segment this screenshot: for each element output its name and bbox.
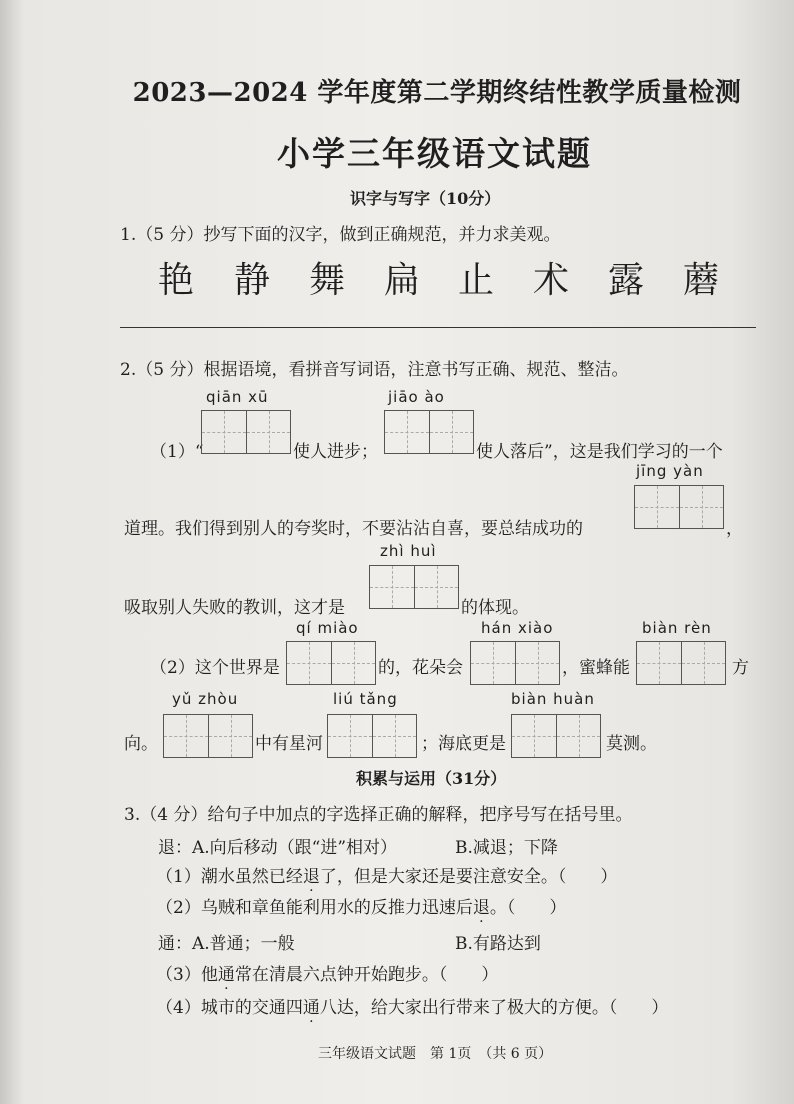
q3-s2: [156, 893, 566, 918]
q3-s3: [156, 960, 498, 985]
pinyin-yuzhou: yǔ zhòu: [172, 690, 239, 708]
answer-box-bianren[interactable]: [636, 641, 726, 685]
answer-box-qimiao[interactable]: [286, 641, 376, 685]
q1-char-6: 术: [533, 260, 570, 301]
q3-s3-a: （3）他: [156, 965, 218, 985]
q3-s3-b: 常在清晨六点钟开始跑步。（ ）: [234, 965, 499, 985]
pinyin-zhihui: zhì huì: [380, 542, 437, 560]
tui-definition-a: 退：A.向后移动（跟“进”相对）: [158, 838, 398, 858]
q2-line5-b: 中有星河: [255, 734, 323, 754]
q3-s1-b: 了，但是大家还是要注意安全。（ ）: [319, 867, 618, 887]
tui-definition-b: B.减退；下降: [455, 838, 558, 858]
q2-line1-b: 使人进步；: [293, 442, 378, 462]
q1-char-7: 露: [608, 260, 645, 301]
answer-box-qianxu[interactable]: [201, 410, 291, 454]
pinyin-jingyan: jīng yàn: [636, 462, 704, 480]
q3-prompt: 3.（4 分）给句子中加点的字选择正确的解释，把序号写在括号里。: [124, 805, 633, 825]
q3-s2-a: （2）乌贼和章鱼能利用水的反推力迅速后: [156, 898, 473, 918]
answer-box-yuzhou[interactable]: [163, 714, 253, 758]
q2-line4-c: ，蜜蜂能: [562, 658, 630, 678]
q3-s1-dotted: 退: [302, 867, 320, 887]
pinyin-jiaoao: jiāo ào: [388, 388, 445, 406]
answer-box-liutang[interactable]: [327, 714, 417, 758]
q2-line1-c: 使人落后”，这是我们学习的一个: [476, 442, 723, 462]
pinyin-hanxiao: hán xiào: [481, 619, 554, 637]
q3-s3-dotted: 通: [217, 965, 235, 985]
writing-line: [120, 327, 756, 328]
pinyin-qianxu: qiān xū: [206, 388, 269, 406]
page-title: 小学三年级语文试题: [277, 134, 592, 173]
pinyin-qimiao: qí miào: [296, 619, 359, 637]
q2-line2-a: 道理。我们得到别人的夸奖时，不要沾沾自喜，要总结成功的: [124, 519, 583, 539]
q3-s1-a: （1）潮水虽然已经: [156, 867, 303, 887]
q3-s4-dotted: 通: [302, 998, 320, 1018]
answer-box-bianhuan[interactable]: [511, 714, 601, 758]
tong-definition-a: 通：A.普通；一般: [158, 934, 295, 954]
page-footer: 三年级语文试题 第 1页 （共 6 页）: [318, 1046, 553, 1062]
q2-line3-b: 的体现。: [461, 598, 529, 618]
q3-s2-b: 。（ ）: [489, 898, 567, 918]
q1-char-3: 舞: [309, 260, 346, 301]
q3-s4: [156, 993, 668, 1018]
q2-line3-a: 吸取别人失败的教训，这才是: [124, 598, 345, 618]
tong-definition-b: B.有路达到: [455, 934, 541, 954]
q1-char-2: 静: [234, 260, 271, 301]
q1-char-8: 蘑: [683, 260, 720, 301]
answer-box-jingyan[interactable]: [634, 485, 724, 529]
q3-s4-a: （4）城市的交通四: [156, 998, 303, 1018]
answer-box-zhihui[interactable]: [369, 565, 459, 609]
q3-s4-b: 八达，给大家出行带来了极大的方便。（ ）: [319, 998, 669, 1018]
q2-line5-d: 莫测。: [606, 734, 657, 754]
pinyin-bianren: biàn rèn: [642, 619, 712, 637]
q1-char-5: 止: [458, 260, 495, 301]
q2-line4-d: 方: [732, 658, 749, 678]
q1-char-1: 艳: [158, 260, 195, 301]
section-heading-2: 积累与运用（31分）: [356, 769, 507, 788]
q2-line2-b: ，: [726, 519, 743, 539]
q2-line4-a: （2）这个世界是: [150, 658, 280, 678]
q2-line1-a: （1）“: [150, 442, 204, 462]
q2-line5-c: ；海底更是: [421, 734, 506, 754]
pinyin-liutang: liú tǎng: [333, 690, 398, 708]
answer-box-hanxiao[interactable]: [470, 641, 560, 685]
q2-prompt: 2.（5 分）根据语境，看拼音写词语，注意书写正确、规范、整洁。: [120, 360, 629, 380]
q1-char-4: 扁: [384, 260, 421, 301]
q2-line5-a: 向。: [124, 734, 158, 754]
answer-box-jiaoao[interactable]: [384, 410, 474, 454]
q3-s1: [156, 862, 617, 887]
section-heading-1: 识字与写字（10分）: [350, 189, 501, 208]
q2-line4-b: 的，花朵会: [378, 658, 463, 678]
exam-header: 2023—2024 学年度第二学期终结性教学质量检测: [132, 78, 742, 108]
q3-s2-dotted: 退: [472, 898, 490, 918]
pinyin-bianhuan: biàn huàn: [511, 690, 595, 708]
q1-prompt: 1.（5 分）抄写下面的汉字，做到正确规范，并力求美观。: [120, 225, 561, 245]
